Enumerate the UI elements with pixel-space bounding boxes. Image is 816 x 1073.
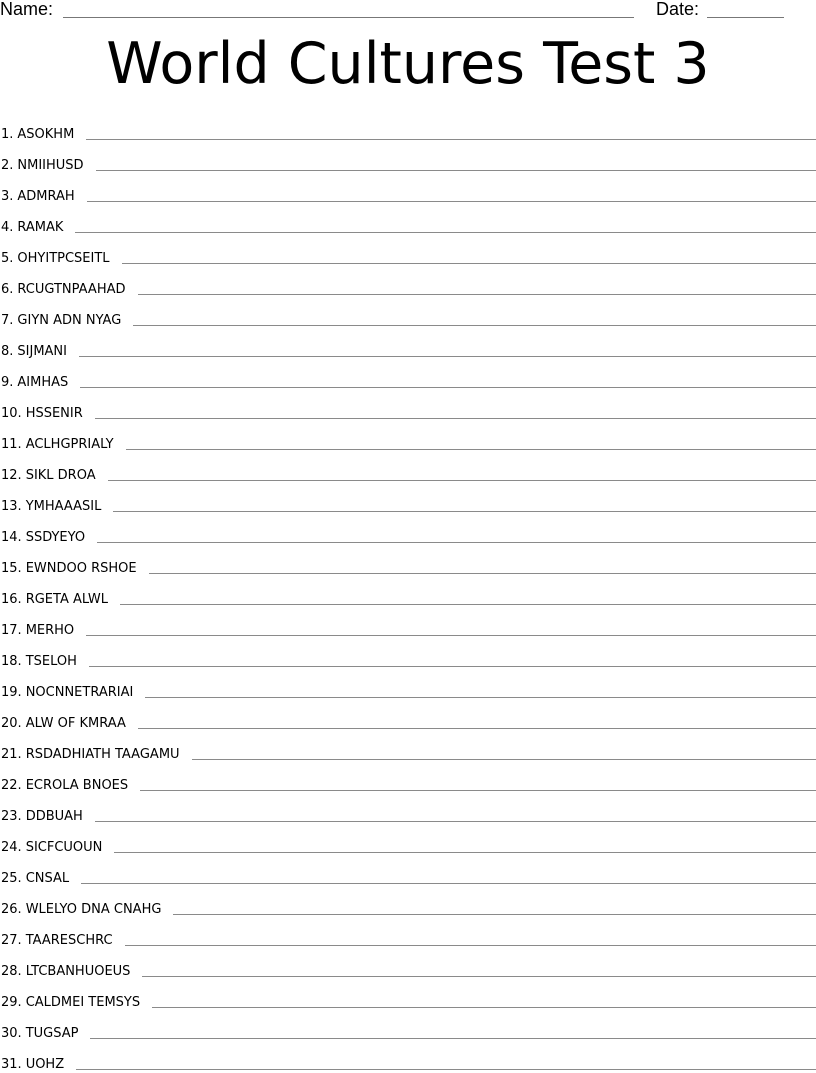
answer-line[interactable] xyxy=(138,293,816,295)
list-item xyxy=(0,577,816,608)
worksheet-header xyxy=(0,0,816,24)
item-number: 6. xyxy=(1,282,13,298)
item-number: 1. xyxy=(1,127,13,143)
answer-line[interactable] xyxy=(97,541,816,543)
item-number: 27. xyxy=(1,933,22,949)
list-item xyxy=(0,949,816,980)
scramble-list xyxy=(0,112,816,1073)
scrambled-word: RGETA ALWL xyxy=(26,592,108,608)
item-number: 19. xyxy=(1,685,22,701)
scrambled-word: OHYITPCSEITL xyxy=(17,251,109,267)
scrambled-word: RCUGTNPAAHAD xyxy=(17,282,125,298)
answer-line[interactable] xyxy=(108,479,816,481)
scrambled-word: EWNDOO RSHOE xyxy=(26,561,137,577)
answer-line[interactable] xyxy=(120,603,816,605)
scrambled-word: ALW OF KMRAA xyxy=(26,716,126,732)
item-number: 20. xyxy=(1,716,22,732)
answer-line[interactable] xyxy=(76,1068,816,1070)
date-label: Date: xyxy=(656,0,699,20)
scrambled-word: TUGSAP xyxy=(26,1026,79,1042)
list-item xyxy=(0,980,816,1011)
item-number: 18. xyxy=(1,654,22,670)
scrambled-word: ECROLA BNOES xyxy=(26,778,128,794)
item-number: 3. xyxy=(1,189,13,205)
scrambled-word: TSELOH xyxy=(26,654,77,670)
scrambled-word: MERHO xyxy=(26,623,74,639)
item-number: 13. xyxy=(1,499,22,515)
scrambled-word: ACLHGPRIALY xyxy=(26,437,114,453)
list-item xyxy=(0,918,816,949)
list-item xyxy=(0,1042,816,1073)
list-item xyxy=(0,701,816,732)
scrambled-word: AIMHAS xyxy=(17,375,68,391)
scrambled-word: SICFCUOUN xyxy=(26,840,103,856)
scrambled-word: TAARESCHRC xyxy=(26,933,113,949)
list-item xyxy=(0,453,816,484)
item-number: 16. xyxy=(1,592,22,608)
list-item xyxy=(0,515,816,546)
name-field[interactable] xyxy=(63,17,634,18)
list-item xyxy=(0,205,816,236)
answer-line[interactable] xyxy=(149,572,816,574)
page-title: World Cultures Test 3 xyxy=(0,28,816,100)
list-item xyxy=(0,825,816,856)
list-item xyxy=(0,608,816,639)
item-number: 21. xyxy=(1,747,22,763)
answer-line[interactable] xyxy=(133,324,816,326)
list-item xyxy=(0,1011,816,1042)
list-item xyxy=(0,856,816,887)
list-item xyxy=(0,267,816,298)
answer-line[interactable] xyxy=(152,1006,816,1008)
answer-line[interactable] xyxy=(145,696,816,698)
item-number: 5. xyxy=(1,251,13,267)
scrambled-word: WLELYO DNA CNAHG xyxy=(26,902,162,918)
item-number: 22. xyxy=(1,778,22,794)
answer-line[interactable] xyxy=(122,262,816,264)
scrambled-word: YMHAAASIL xyxy=(26,499,102,515)
list-item xyxy=(0,732,816,763)
date-field[interactable] xyxy=(707,17,784,18)
answer-line[interactable] xyxy=(113,510,816,512)
list-item xyxy=(0,329,816,360)
item-number: 10. xyxy=(1,406,22,422)
scrambled-word: SIJMANI xyxy=(17,344,67,360)
scrambled-word: CALDMEI TEMSYS xyxy=(26,995,140,1011)
item-number: 17. xyxy=(1,623,22,639)
item-number: 26. xyxy=(1,902,22,918)
item-number: 2. xyxy=(1,158,13,174)
scrambled-word: ADMRAH xyxy=(17,189,74,205)
answer-line[interactable] xyxy=(96,169,816,171)
list-item xyxy=(0,360,816,391)
scrambled-word: HSSENIR xyxy=(26,406,83,422)
list-item xyxy=(0,546,816,577)
list-item xyxy=(0,639,816,670)
scrambled-word: LTCBANHUOEUS xyxy=(26,964,131,980)
answer-line[interactable] xyxy=(95,820,816,822)
list-item xyxy=(0,763,816,794)
scrambled-word: DDBUAH xyxy=(26,809,83,825)
answer-line[interactable] xyxy=(140,789,816,791)
list-item xyxy=(0,484,816,515)
scrambled-word: SIKL DROA xyxy=(26,468,96,484)
answer-line[interactable] xyxy=(75,231,816,233)
item-number: 4. xyxy=(1,220,13,236)
answer-line[interactable] xyxy=(125,944,816,946)
item-number: 11. xyxy=(1,437,22,453)
scrambled-word: SSDYEYO xyxy=(26,530,85,546)
answer-line[interactable] xyxy=(87,200,816,202)
scrambled-word: RAMAK xyxy=(17,220,63,236)
scrambled-word: GIYN ADN NYAG xyxy=(17,313,121,329)
item-number: 8. xyxy=(1,344,13,360)
answer-line[interactable] xyxy=(95,417,816,419)
item-number: 25. xyxy=(1,871,22,887)
answer-line[interactable] xyxy=(86,634,816,636)
answer-line[interactable] xyxy=(126,448,816,450)
list-item xyxy=(0,298,816,329)
answer-line[interactable] xyxy=(86,138,816,140)
scrambled-word: NOCNNETRARIAI xyxy=(26,685,134,701)
scrambled-word: UOHZ xyxy=(26,1057,64,1073)
item-number: 29. xyxy=(1,995,22,1011)
item-number: 14. xyxy=(1,530,22,546)
list-item xyxy=(0,236,816,267)
scrambled-word: CNSAL xyxy=(26,871,69,887)
answer-line[interactable] xyxy=(79,355,816,357)
list-item xyxy=(0,174,816,205)
item-number: 24. xyxy=(1,840,22,856)
item-number: 31. xyxy=(1,1057,22,1073)
list-item xyxy=(0,670,816,701)
answer-line[interactable] xyxy=(173,913,816,915)
answer-line[interactable] xyxy=(81,882,816,884)
item-number: 15. xyxy=(1,561,22,577)
item-number: 12. xyxy=(1,468,22,484)
scrambled-word: ASOKHM xyxy=(17,127,74,143)
answer-line[interactable] xyxy=(114,851,816,853)
answer-line[interactable] xyxy=(192,758,816,760)
answer-line[interactable] xyxy=(90,1037,816,1039)
list-item xyxy=(0,422,816,453)
answer-line[interactable] xyxy=(89,665,816,667)
list-item xyxy=(0,112,816,143)
item-number: 23. xyxy=(1,809,22,825)
list-item xyxy=(0,887,816,918)
item-number: 28. xyxy=(1,964,22,980)
answer-line[interactable] xyxy=(80,386,816,388)
scrambled-word: RSDADHIATH TAAGAMU xyxy=(26,747,180,763)
list-item xyxy=(0,143,816,174)
item-number: 30. xyxy=(1,1026,22,1042)
item-number: 9. xyxy=(1,375,13,391)
list-item xyxy=(0,794,816,825)
list-item xyxy=(0,391,816,422)
item-number: 7. xyxy=(1,313,13,329)
name-label: Name: xyxy=(0,0,53,20)
answer-line[interactable] xyxy=(138,727,816,729)
answer-line[interactable] xyxy=(142,975,816,977)
scrambled-word: NMIIHUSD xyxy=(17,158,83,174)
